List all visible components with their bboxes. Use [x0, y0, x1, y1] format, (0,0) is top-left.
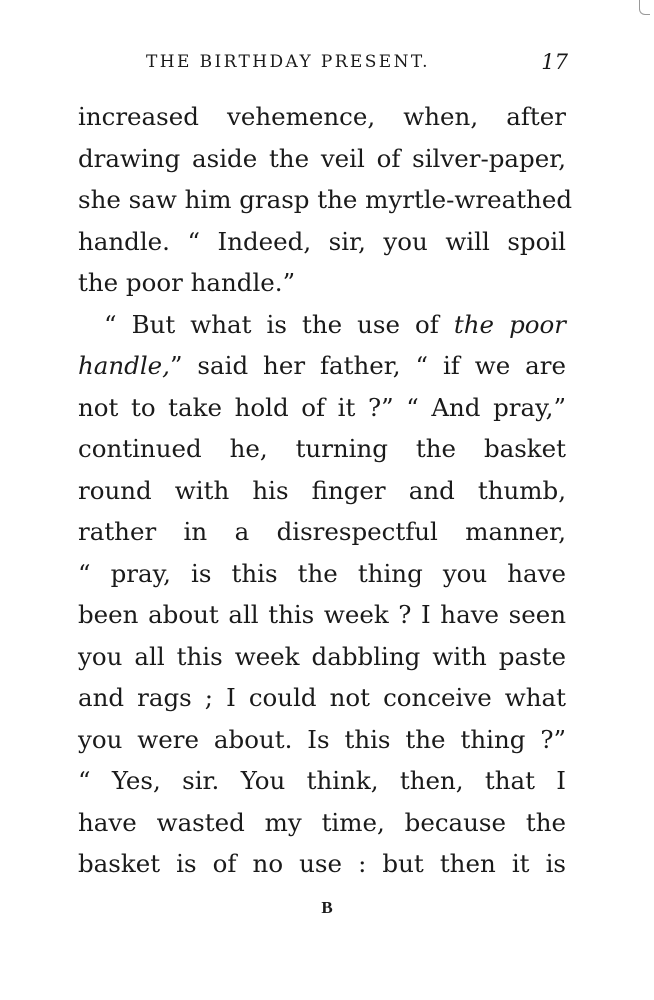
text-line: round with his finger and thumb, [78, 475, 566, 505]
italic-phrase: the poor [453, 309, 566, 339]
text-line: continued he, turning the basket [78, 434, 566, 463]
text-line: have wasted my time, because the [78, 807, 566, 837]
signature-mark: B [321, 898, 333, 917]
text-line: not to take hold of it ?” “ And pray,” [78, 392, 566, 422]
text-line: “ Yes, sir. You think, then, that I [78, 766, 566, 795]
running-header [78, 44, 568, 80]
text-line: handle. “ Indeed, sir, you will spoil [78, 226, 566, 256]
text-line: basket is of no use : but then it is [78, 849, 566, 878]
text-line: you all this week dabbling with paste [78, 641, 566, 671]
text-line [78, 304, 566, 346]
text-line: increased vehemence, when, after [78, 102, 566, 131]
running-title: THE BIRTHDAY PRESENT. [146, 52, 430, 72]
text-line: the poor handle.” [78, 268, 296, 297]
page-body-text [78, 96, 573, 885]
page-corner-mark [639, 0, 650, 15]
text-line [78, 345, 566, 387]
text-segment: “ But what is the use of [104, 309, 454, 339]
text-line: drawing aside the veil of silver-paper, [78, 143, 566, 173]
text-line: rather in a disrespectful manner, [78, 517, 566, 546]
text-line: and rags ; I could not conceive what [78, 683, 566, 712]
page-number: 17 [541, 50, 568, 74]
text-line: you were about. Is this the thing ?” [78, 724, 566, 754]
italic-phrase: handle, [78, 351, 170, 380]
text-line: she saw him grasp the myrtle-wreathed [78, 185, 573, 214]
text-line: “ pray, is this the thing you have [78, 558, 566, 588]
text-segment: ” said her father, “ if we are [169, 351, 566, 380]
text-line: been about all this week ? I have seen [78, 600, 566, 629]
